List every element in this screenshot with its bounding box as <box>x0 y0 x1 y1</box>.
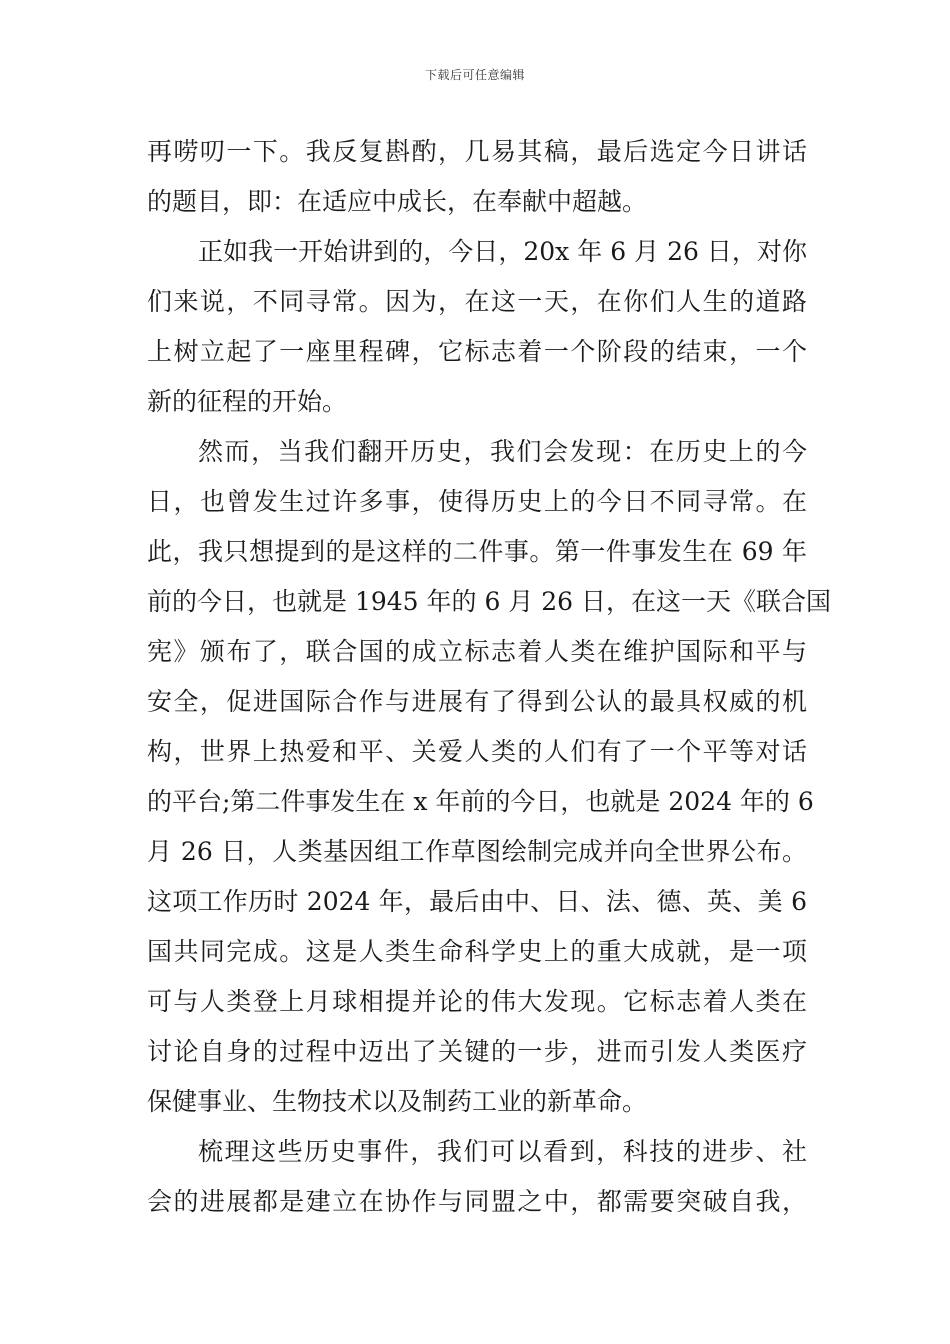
text-line: 新的征程的开始。 <box>147 387 348 416</box>
text-line: 保健事业、生物技术以及制药工业的新革命。 <box>147 1087 648 1116</box>
text-line: 宪》颁布了，联合国的成立标志着人类在维护国际和平与 <box>147 637 807 666</box>
text-line: 日，也曾发生过许多事，使得历史上的今日不同寻常。在 <box>147 487 807 516</box>
text-line: 可与人类登上月球相提并论的伟大发现。它标志着人类在 <box>147 987 807 1016</box>
text-line: 此，我只想提到的是这样的二件事。第一件事发生在 69 年 <box>147 537 807 566</box>
text-line: 前的今日，也就是 1945 年的 6 月 26 日，在这一天《联合国 <box>147 587 832 616</box>
text-line: 梳理这些历史事件，我们可以看到，科技的进步、社 <box>198 1137 807 1166</box>
page-header: 下载后可任意编辑 <box>424 68 525 82</box>
text-line: 正如我一开始讲到的，今日，20x 年 6 月 26 日，对你 <box>198 237 807 266</box>
text-line: 会的进展都是建立在协作与同盟之中，都需要突破自我， <box>147 1187 807 1216</box>
text-line: 构，世界上热爱和平、关爱人类的人们有了一个平等对话 <box>147 737 807 766</box>
text-line: 然而，当我们翻开历史，我们会发现：在历史上的今 <box>198 437 807 466</box>
text-line: 的题目，即：在适应中成长，在奉献中超越。 <box>147 187 648 216</box>
text-line: 再唠叨一下。我反复斟酌，几易其稿，最后选定今日讲话 <box>147 137 807 166</box>
text-line: 这项工作历时 2024 年，最后由中、日、法、德、英、美 6 <box>147 887 807 916</box>
text-line: 国共同完成。这是人类生命科学史上的重大成就，是一项 <box>147 937 807 966</box>
text-line: 安全，促进国际合作与进展有了得到公认的最具权威的机 <box>147 687 807 716</box>
text-line: 讨论自身的过程中迈出了关键的一步，进而引发人类医疗 <box>147 1037 807 1066</box>
text-line: 月 26 日，人类基因组工作草图绘制完成并向全世界公布。 <box>147 837 807 866</box>
text-line: 的平台;第二件事发生在 x 年前的今日，也就是 2024 年的 6 <box>147 787 814 816</box>
text-line: 们来说，不同寻常。因为，在这一天，在你们人生的道路 <box>147 287 807 316</box>
text-line: 上树立起了一座里程碑，它标志着一个阶段的结束，一个 <box>147 337 807 366</box>
